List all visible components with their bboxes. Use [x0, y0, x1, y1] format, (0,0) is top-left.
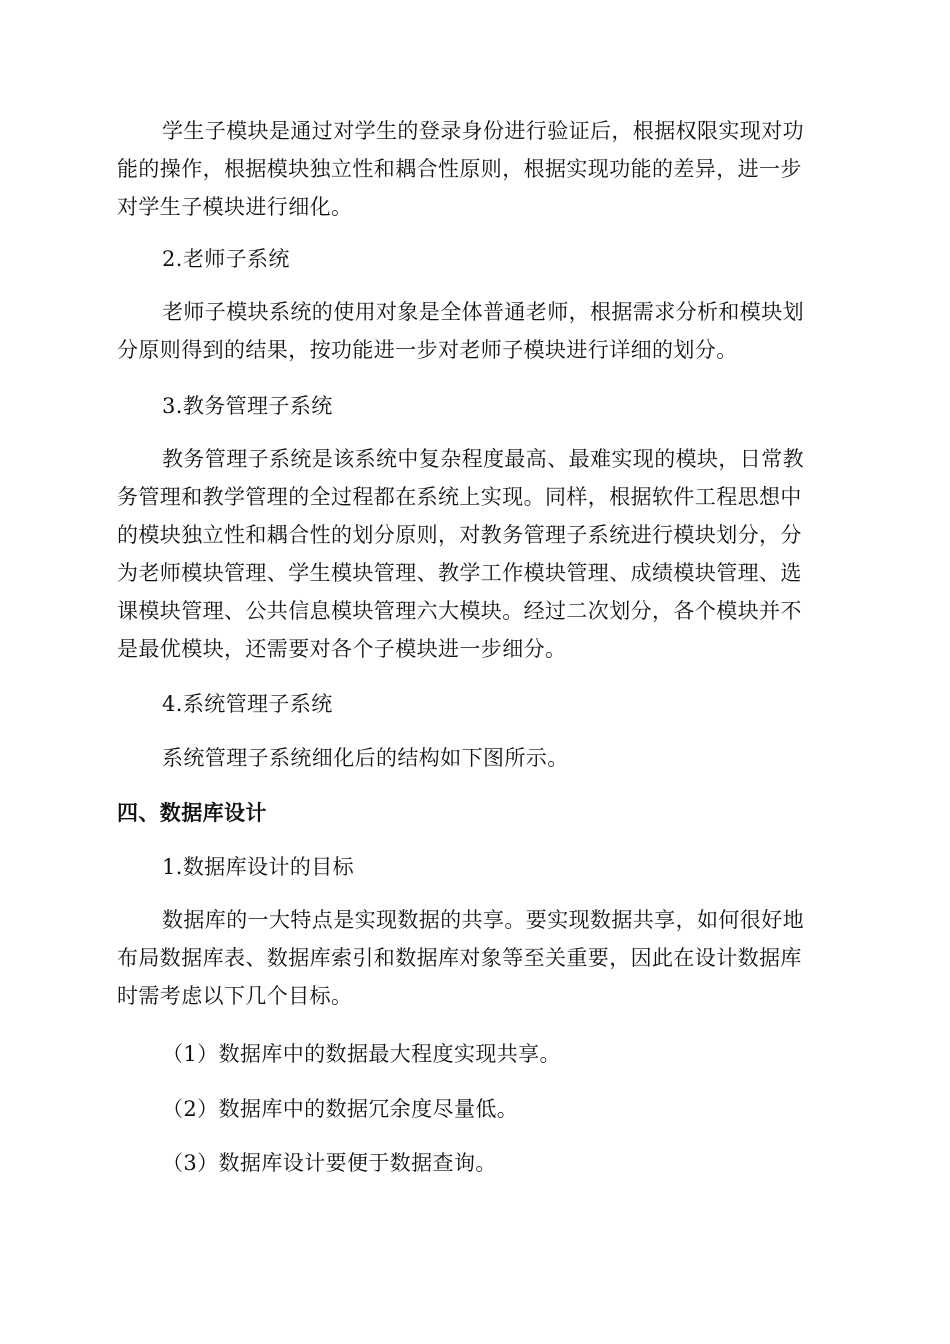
paragraph-db-goal-line-1: 数据库的一大特点是实现数据的共享。要实现数据共享，如何很好地 — [162, 908, 804, 932]
paragraph-academic-line-1: 教务管理子系统是该系统中复杂程度最高、最难实现的模块，日常教 — [162, 447, 804, 471]
goal-item-3: （3）数据库设计要便于数据查询。 — [162, 1151, 497, 1175]
paragraph-teacher-line-1: 老师子模块系统的使用对象是全体普通老师，根据需求分析和模块划 — [162, 300, 804, 324]
paragraph-student-line-3: 对学生子模块进行细化。 — [117, 195, 353, 219]
goal-item-2: （2）数据库中的数据冗余度尽量低。 — [162, 1097, 519, 1121]
subheading-database-design-goals: 1.数据库设计的目标 — [162, 855, 355, 879]
paragraph-db-goal-line-2: 布局数据库表、数据库索引和数据库对象等至关重要，因此在设计数据库 — [117, 946, 802, 970]
subheading-academic-subsystem: 3.教务管理子系统 — [162, 394, 333, 418]
paragraph-academic-line-5: 课模块管理、公共信息模块管理六大模块。经过二次划分，各个模块并不 — [117, 599, 802, 623]
paragraph-teacher-line-2: 分原则得到的结果，按功能进一步对老师子模块进行详细的划分。 — [117, 338, 738, 362]
paragraph-academic-line-2: 务管理和教学管理的全过程都在系统上实现。同样，根据软件工程思想中 — [117, 485, 802, 509]
paragraph-student-line-1: 学生子模块是通过对学生的登录身份进行验证后，根据权限实现对功 — [162, 119, 804, 143]
section-heading-database-design: 四、数据库设计 — [117, 801, 267, 825]
paragraph-academic-line-3: 的模块独立性和耦合性的划分原则，对教务管理子系统进行模块划分，分 — [117, 523, 802, 547]
subheading-teacher-subsystem: 2.老师子系统 — [162, 247, 290, 271]
paragraph-system-management-line-1: 系统管理子系统细化后的结构如下图所示。 — [162, 746, 569, 770]
subheading-system-management-subsystem: 4.系统管理子系统 — [162, 692, 333, 716]
paragraph-academic-line-4: 为老师模块管理、学生模块管理、教学工作模块管理、成绩模块管理、选 — [117, 561, 802, 585]
paragraph-academic-line-6: 是最优模块，还需要对各个子模块进一步细分。 — [117, 637, 567, 661]
paragraph-db-goal-line-3: 时需考虑以下几个目标。 — [117, 984, 353, 1008]
goal-item-1: （1）数据库中的数据最大程度实现共享。 — [162, 1042, 561, 1066]
paragraph-student-line-2: 能的操作，根据模块独立性和耦合性原则，根据实现功能的差异，进一步 — [117, 157, 802, 181]
